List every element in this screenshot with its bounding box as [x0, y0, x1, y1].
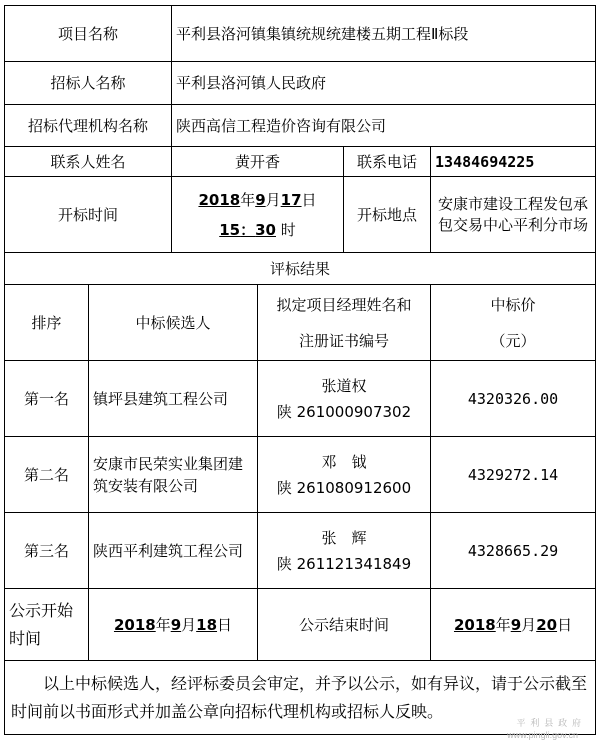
row-rank: 第三名	[5, 513, 89, 589]
opening-year: 2018	[198, 190, 241, 209]
watermark-line2: www.pingli.gov.cn	[507, 730, 578, 740]
table-row	[5, 437, 596, 513]
publicity-end-day-unit: 日	[557, 615, 573, 634]
row-manager-cert: 陕 261080912600	[276, 478, 412, 497]
row-manager	[258, 513, 431, 589]
row-price: 4329272.14	[431, 437, 596, 513]
contact-phone-value: 13484694225	[431, 147, 596, 177]
publicity-start-day-unit: 日	[217, 615, 233, 634]
bid-result-table	[4, 5, 596, 735]
header-price	[431, 285, 596, 361]
row-candidate: 安康市民荣实业集团建筑安装有限公司	[89, 437, 258, 513]
row-rank: 第一名	[5, 361, 89, 437]
publicity-start-month: 9	[170, 615, 182, 634]
publicity-start-year: 2018	[113, 615, 156, 634]
opening-month: 9	[255, 190, 266, 209]
row-manager-name: 张 辉	[321, 528, 367, 547]
contact-name-label: 联系人姓名	[5, 147, 172, 177]
header-manager	[258, 285, 431, 361]
opening-month-unit: 月	[265, 190, 281, 209]
agency-value: 陕西高信工程造价咨询有限公司	[172, 105, 596, 147]
table-row	[5, 361, 596, 437]
opening-time-unit: 时	[280, 220, 296, 239]
row-manager-cert: 陕 261121341849	[276, 554, 412, 573]
row-manager-name: 张道权	[321, 376, 367, 395]
opening-time-label: 开标时间	[5, 177, 172, 253]
publicity-end-value	[431, 589, 596, 661]
publicity-end-month-unit: 月	[521, 615, 537, 634]
result-title: 评标结果	[5, 253, 596, 285]
publicity-end-day: 20	[536, 615, 558, 634]
row-candidate: 镇坪县建筑工程公司	[89, 361, 258, 437]
row-candidate: 陕西平利建筑工程公司	[89, 513, 258, 589]
header-manager-line2: 注册证书编号	[299, 331, 390, 350]
publicity-end-year-unit: 年	[495, 615, 511, 634]
opening-year-unit: 年	[240, 190, 256, 209]
publicity-end-year: 2018	[453, 615, 496, 634]
tenderer-value: 平利县洛河镇人民政府	[172, 62, 596, 105]
watermark-line1: 平 利 县 政 府	[516, 719, 582, 729]
publicity-start-value	[89, 589, 258, 661]
row-manager-name: 邓 钺	[321, 452, 367, 471]
opening-minute: 30	[255, 220, 276, 239]
publicity-start-day: 18	[196, 615, 218, 634]
opening-hour: 15	[219, 220, 241, 239]
agency-label: 招标代理机构名称	[5, 105, 172, 147]
opening-day-unit: 日	[301, 190, 317, 209]
publicity-end-label: 公示结束时间	[258, 589, 431, 661]
opening-place-value: 安康市建设工程发包承包交易中心平利分市场	[431, 177, 596, 253]
publicity-start-month-unit: 月	[181, 615, 197, 634]
row-rank: 第二名	[5, 437, 89, 513]
opening-place-label: 开标地点	[344, 177, 431, 253]
opening-day: 17	[280, 190, 302, 209]
row-manager-cert: 陕 261000907302	[276, 402, 412, 421]
publicity-start-label: 公示开始时间	[5, 589, 89, 661]
row-manager	[258, 361, 431, 437]
publicity-start-year-unit: 年	[155, 615, 171, 634]
row-manager	[258, 437, 431, 513]
contact-name-value: 黄开香	[172, 147, 344, 177]
header-price-line2: （元）	[490, 331, 536, 350]
opening-time-value	[172, 177, 344, 253]
project-name-label: 项目名称	[5, 6, 172, 62]
header-manager-line1: 拟定项目经理姓名和	[276, 295, 412, 314]
row-price: 4328665.29	[431, 513, 596, 589]
publicity-end-month: 9	[510, 615, 522, 634]
notice-text: 以上中标候选人，经评标委员会审定，并予以公示，如有异议，请于公示截至时间前以书面形式并加盖公章向招标代理机构或招标人反映。	[5, 661, 596, 735]
tenderer-label: 招标人名称	[5, 62, 172, 105]
contact-phone-label: 联系电话	[344, 147, 431, 177]
opening-colon: ：	[240, 220, 256, 239]
project-name-value: 平利县洛河镇集镇统规统建楼五期工程Ⅱ标段	[172, 6, 596, 62]
table-row	[5, 513, 596, 589]
header-candidate: 中标候选人	[89, 285, 258, 361]
header-rank: 排序	[5, 285, 89, 361]
header-price-line1: 中标价	[490, 295, 536, 314]
row-price: 4320326.00	[431, 361, 596, 437]
